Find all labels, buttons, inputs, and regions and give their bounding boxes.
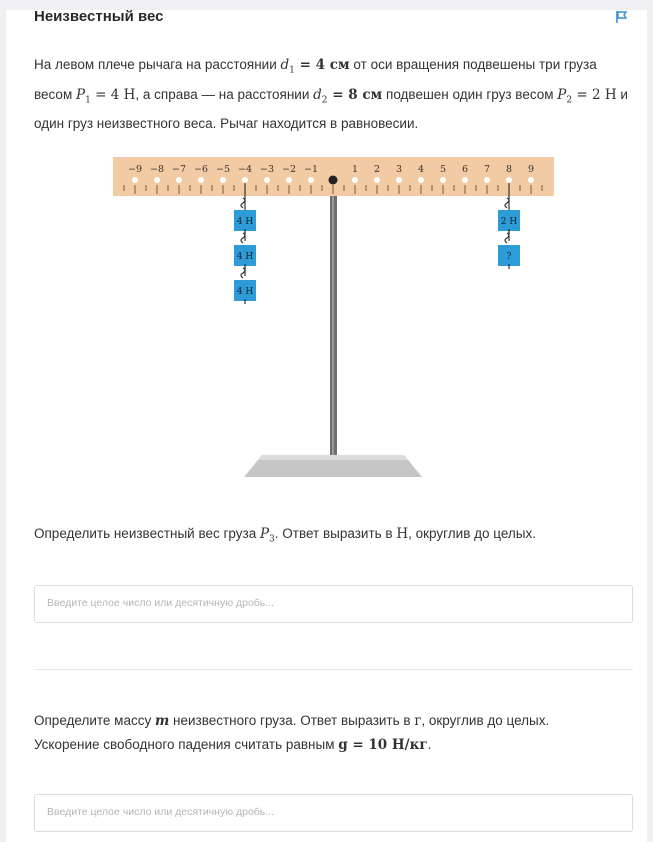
ruler-hole <box>506 177 512 183</box>
answer2-placeholder: Введите целое число или десятичную дробь... <box>47 806 275 818</box>
ruler-hole <box>286 177 292 183</box>
ruler-label: −7 <box>171 164 187 175</box>
ruler-hole <box>220 177 226 183</box>
ruler-hole <box>396 177 402 183</box>
ruler-hole <box>462 177 468 183</box>
left-weights <box>234 183 256 304</box>
ruler-hole <box>418 177 424 183</box>
ruler-hole <box>374 177 380 183</box>
ruler-label: −5 <box>215 164 231 175</box>
ruler-hole <box>198 177 204 183</box>
ruler-label: 6 <box>461 164 469 175</box>
divider <box>34 669 633 670</box>
ruler-label: 8 <box>505 164 513 175</box>
ruler-hole <box>528 177 534 183</box>
left-weight-label: 4 Н <box>236 252 254 262</box>
ruler-hole <box>308 177 314 183</box>
ruler-hole <box>242 177 248 183</box>
ruler-label: 5 <box>439 164 447 175</box>
ruler-label: −8 <box>149 164 165 175</box>
ruler-label: 9 <box>527 164 535 175</box>
ruler-hole <box>484 177 490 183</box>
ruler-hole <box>154 177 160 183</box>
ruler-label: −9 <box>127 164 143 175</box>
intro-text: На левом плече рычага на расстоянии $d_1 = 4$ см от оси вращения подвешены три груза весом $P_1 = 4$ Н, а справа — на расстоянии $d_2 = 8$ см подвешен один груз весом $P_2 = 2$ Н и один груз неизвестного веса. Рычаг находится в равновесии. <box>34 57 628 132</box>
ruler-label: −3 <box>259 164 275 175</box>
ruler-hole <box>440 177 446 183</box>
right-weight-label: 2 Н <box>500 217 518 227</box>
left-weight-label: 4 Н <box>236 217 254 227</box>
answer2-input[interactable] <box>34 794 633 832</box>
ruler-label: −4 <box>237 164 253 175</box>
left-weight-label: 4 Н <box>236 287 254 297</box>
question2-text: Определите массу m неизвестного груза. Ответ выразить в г, округлив до целых. Ускорение свободного падения считать равным g = 10 Н/кг. <box>34 713 550 753</box>
ruler-label: −1 <box>303 164 319 175</box>
ruler-label: −6 <box>193 164 209 175</box>
ruler-label: 1 <box>351 164 359 175</box>
ruler-hole <box>352 177 358 183</box>
pivot-axis <box>329 176 338 185</box>
task-title: Неизвестный вес <box>34 8 164 25</box>
ruler-hole <box>132 177 138 183</box>
ruler-hole <box>264 177 270 183</box>
question1-text: Определить неизвестный вес груза $P_3$. Ответ выразить в Н, округлив до целых. <box>34 526 536 545</box>
right-weight-label: ? <box>506 252 512 262</box>
answer1-input[interactable] <box>34 585 633 623</box>
ruler-label: −2 <box>281 164 297 175</box>
ruler-label: 2 <box>373 164 381 175</box>
ruler-hole <box>176 177 182 183</box>
answer1-placeholder: Введите целое число или десятичную дробь... <box>47 597 275 609</box>
ruler-label: 3 <box>395 164 403 175</box>
ruler-label: 7 <box>483 164 491 175</box>
ruler-label: 4 <box>417 164 425 175</box>
